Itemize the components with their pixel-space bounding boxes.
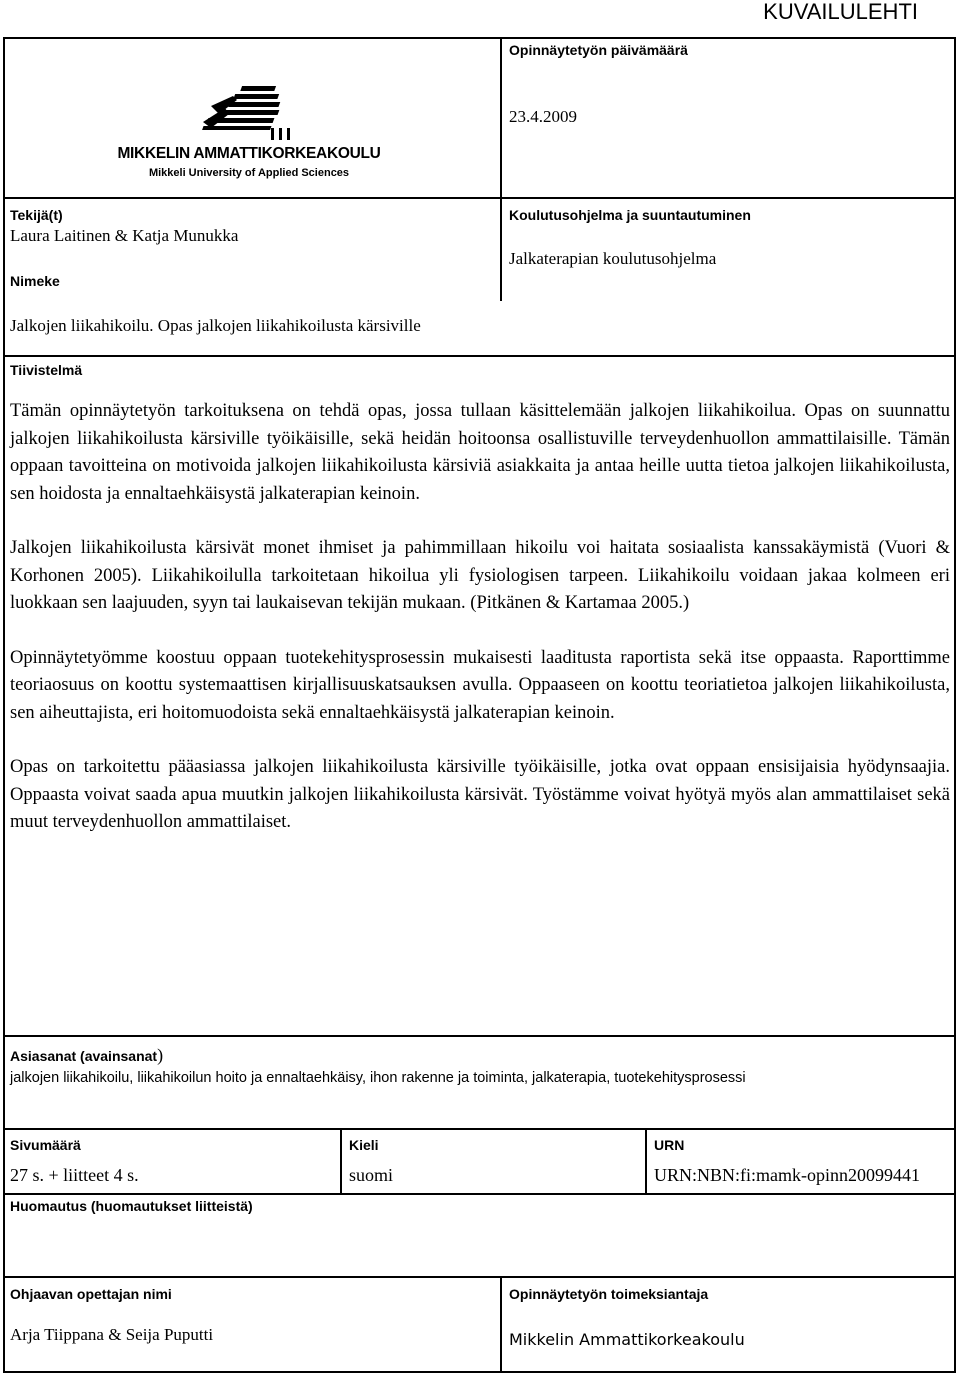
abstract-body: [10, 398, 950, 864]
supervisor-label: Ohjaavan opettajan nimi: [10, 1286, 172, 1302]
abstract-paragraph: Tämän opinnäytetyön tarkoituksena on tehdä opas, jossa tullaan käsittelemään jalkojen liikahikoilua. Opas on suunnattu jalkojen liikahikoilusta kärsiville työikäisille, sekä heidän hoitoonsa osallistuville terveydenhuollon ammattilaisille. Tämän oppaan tavoitteina on motivoida jalkojen liikahikoilusta kärsiviä asiakkaita ja antaa heille uutta tietoa jalkojen liikahikoilusta, sen hoidosta ja ennaltaehkäisystä jalkaterapian keinoin.: [10, 401, 950, 504]
supervisor-value: Arja Tiippana & Seija Puputti: [10, 1325, 214, 1344]
swan-logo-icon: [117, 78, 381, 184]
urn-value: URN:NBN:fi:mamk-opinn20099441: [654, 1165, 920, 1185]
abstract-paragraph: Opinnäytetyömme koostuu oppaan tuotekehitysprosessin mukaisesti laaditusta raportista sekä itse oppaasta. Raporttimme teoriaosuus on koottu systemaattisen kirjallisuuskatsauksen avulla. Oppaaseen on koottu teoriatietoa jalkojen liikahikoilusta, sen aiheuttajista, eri hoitomuodoista sekä ennaltaehkäisystä jalkaterapian keinoin.: [10, 647, 950, 723]
abstract-paragraph: Opas on tarkoitettu pääasiassa jalkojen liikahikoilusta kärsiville työikäisille, jotka ovat oppaan ensisijaisia hyödynsaajia. Oppaasta voivat saada apua muutkin jalkojen liikahikoilusta kärsivät. Työstämme voivat hyötyä myös alan ammattilaiset sekä muut terveydenhuollon ammattilaiset.: [10, 757, 950, 832]
keywords-label-text: Asiasanat (avainsanat: [10, 1048, 158, 1064]
programme-value: Jalkaterapian koulutusohjelma: [509, 249, 717, 268]
date-label: Opinnäytetyön päivämäärä: [509, 42, 688, 58]
divider: [3, 355, 956, 357]
language-value: suomi: [349, 1165, 394, 1185]
keywords-value: jalkojen liikahikoilu, liikahikoilun hoito ja ennaltaehkäisy, ihon rakenne ja toiminta, jalkaterapia, tuotekehitysprosessi: [10, 1070, 746, 1086]
divider: [645, 1128, 647, 1194]
commissioner-label: Opinnäytetyön toimeksiantaja: [509, 1286, 709, 1302]
divider: [340, 1128, 342, 1194]
authors-label: Tekijä(t): [10, 207, 63, 223]
divider: [3, 1193, 956, 1195]
thesis-title: Jalkojen liikahikoilu. Opas jalkojen liikahikoilusta kärsiville: [10, 316, 421, 335]
school-logo: [117, 78, 381, 184]
divider: [500, 37, 502, 301]
abstract-paragraph: Jalkojen liikahikoilusta kärsivät monet ihmiset ja pahimmillaan hikoilu voi haitata sosiaalista kanssakäymistä (Vuori & Korhonen 2005). Liikahikoilulla tarkoitetaan hikoilua yli fysiologisen tarpeen. Liikahikoilu voidaan jakaa kolmeen eri luokkaan sen laajuuden, syyn tai laukaisevan tekijän mukaan. (Pitkänen & Kartamaa 2005.): [10, 538, 950, 613]
programme-label: Koulutusohjelma ja suuntautuminen: [509, 207, 751, 223]
keywords-label-paren: ): [157, 1045, 164, 1065]
keywords-label: [10, 1045, 163, 1066]
commissioner-value: Mikkelin Ammattikorkeakoulu: [509, 1330, 745, 1349]
pages-label: Sivumäärä: [10, 1137, 81, 1153]
date-value: 23.4.2009: [509, 107, 577, 126]
title-label: Nimeke: [10, 273, 60, 289]
divider: [500, 1276, 502, 1373]
logo-subtitle: Mikkeli University of Applied Sciences: [148, 167, 350, 179]
notes-label: Huomautus (huomautukset liitteistä): [10, 1198, 253, 1214]
language-label: Kieli: [349, 1137, 379, 1153]
logo-name: MIKKELIN AMMATTIKORKEAKOULU: [117, 145, 381, 162]
divider: [3, 1276, 956, 1278]
authors-value: Laura Laitinen & Katja Munukka: [10, 226, 239, 245]
divider: [3, 1035, 956, 1037]
pages-value: 27 s. + liitteet 4 s.: [10, 1165, 139, 1185]
divider: [3, 197, 956, 199]
document-title: KUVAILULEHTI: [763, 0, 918, 24]
urn-label: URN: [654, 1137, 685, 1153]
divider: [3, 1128, 956, 1130]
abstract-label: Tiivistelmä: [10, 362, 83, 378]
